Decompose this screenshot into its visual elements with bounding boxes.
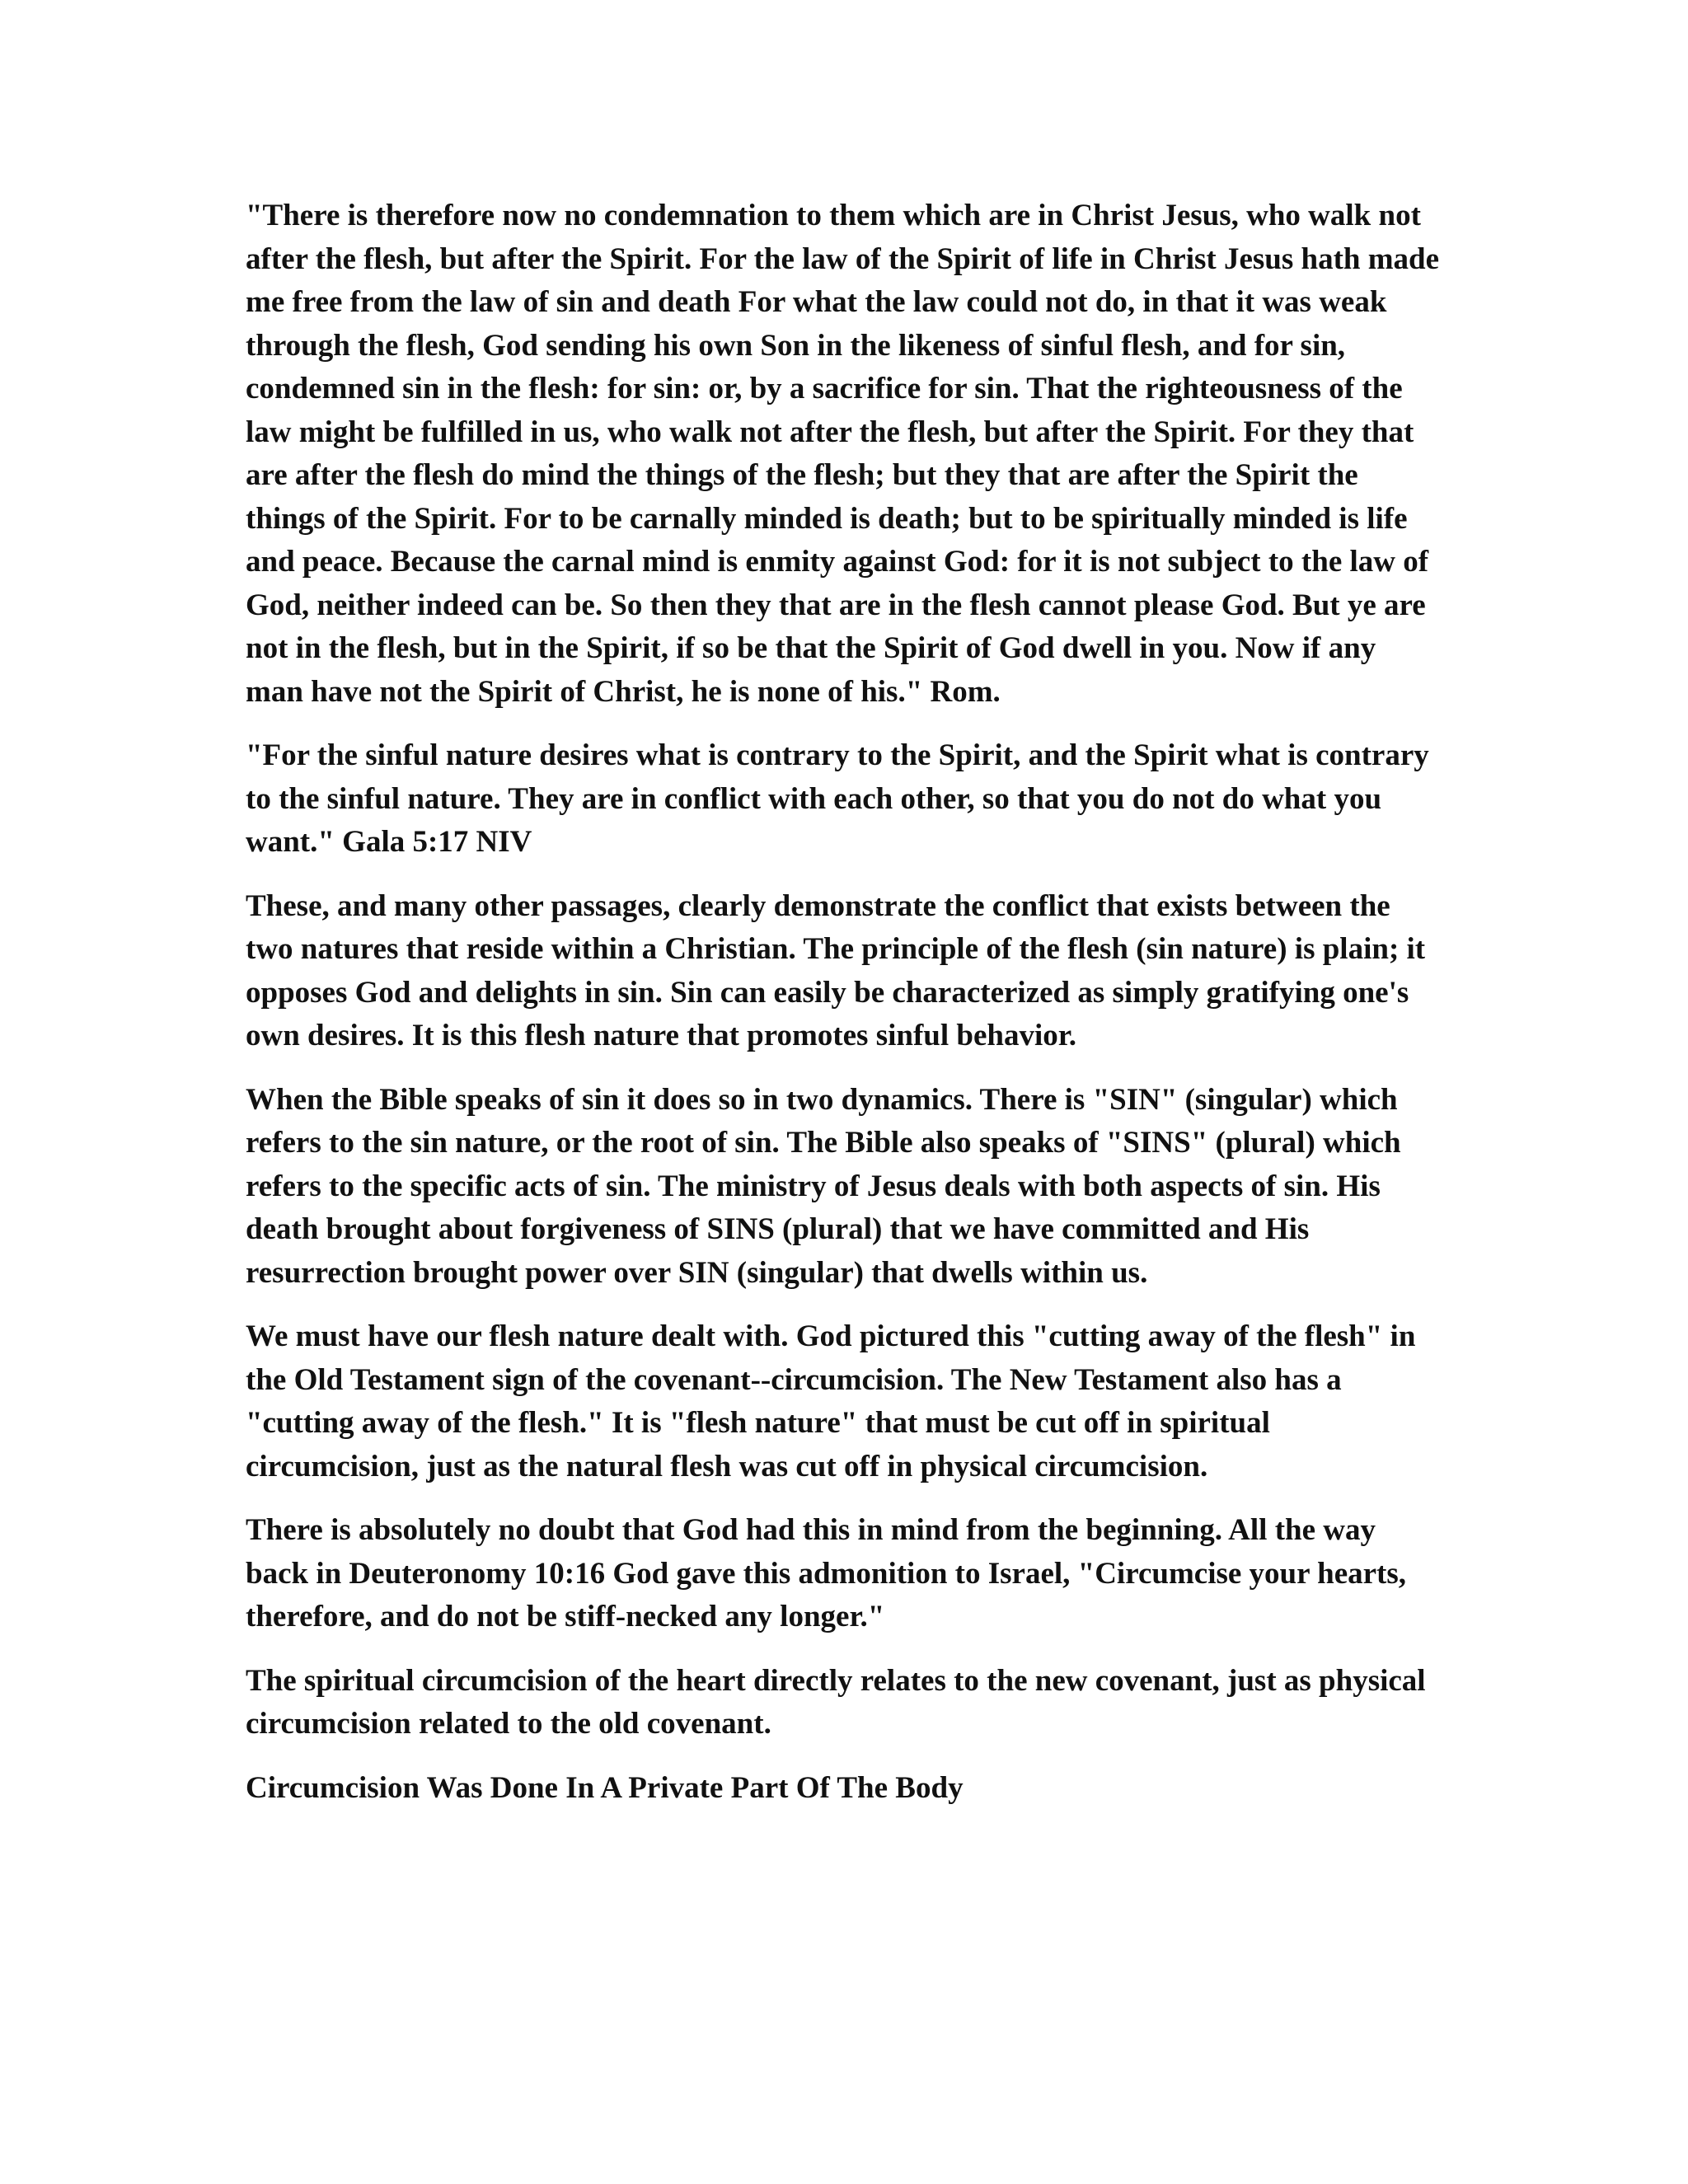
paragraph-sin-dynamics: When the Bible speaks of sin it does so in two dynamics. There is "SIN" (singular) which refers to the sin nature, or the root of sin. The Bible also speaks of "SINS" (plural) which refers to the specific acts of sin. The ministry of Jesus deals with both aspects of sin. His death brought about forgiveness of SINS (plural) that we have committed and His resurrection brought power over SIN (singular) that dwells within us. (246, 1082, 1401, 1290)
paragraph-galatians-quote: "For the sinful nature desires what is contrary to the Spirit, and the Spirit what is contrary to the sinful nature. They are in conflict with each other, so that you do not do what you want." Gala 5:17 NIV (246, 738, 1429, 859)
paragraph-flesh-nature: We must have our flesh nature dealt with. God pictured this "cutting away of the flesh" in the Old Testament sign of the covenant--circumcision. The New Testament also has a "cutting away of the flesh." It is "flesh nature" that must be cut off in spiritual circumcision, just as the natural flesh was cut off in physical circumcision. (246, 1319, 1416, 1483)
paragraph-two-natures: These, and many other passages, clearly demonstrate the conflict that exists between the two natures that reside within a Christian. The principle of the flesh (sin nature) is plain; it opposes God and delights in sin. Sin can easily be characterized as simply gratifying one's own desires. It is this flesh nature that promotes sinful behavior. (246, 888, 1426, 1052)
paragraph-romans-quote: "There is therefore now no condemnation to them which are in Christ Jesus, who walk not after the flesh, but after the Spirit. For the law of the Spirit of life in Christ Jesus hath made me free from the law of sin and death For what the law could not do, in that it was weak through the flesh, God sending his own Son in the likeness of sinful flesh, and for sin, condemned sin in the flesh: for sin: or, by a sacrifice for sin. That the righteousness of the law might be fulfilled in us, who walk not after the flesh, but after the Spirit. For they that are after the flesh do mind the things of the flesh; but they that are after the Spirit the things of the Spirit. For to be carnally minded is death; but to be spiritually minded is life and peace. Because the carnal mind is enmity against God: for it is not subject to the law of God, neither indeed can be. So then they that are in the flesh cannot please God. But ye are not in the flesh, but in the Spirit, if so be that the Spirit of God dwell in you. Now if any man have not the Spirit of Christ, he is none of his." Rom. (246, 199, 1440, 709)
section-heading: Circumcision Was Done In A Private Part Of The Body (246, 1770, 964, 1805)
paragraph-deuteronomy: There is absolutely no doubt that God had this in mind from the beginning. All the way back in Deuteronomy 10:16 God gave this admonition to Israel, "Circumcise your hearts, therefore, and do not be stiff-necked any longer." (246, 1513, 1407, 1633)
paragraph-spiritual-circumcision: The spiritual circumcision of the heart directly relates to the new covenant, just as physical circumcision related to the old covenant. (246, 1663, 1426, 1741)
document-body (246, 194, 1441, 1830)
